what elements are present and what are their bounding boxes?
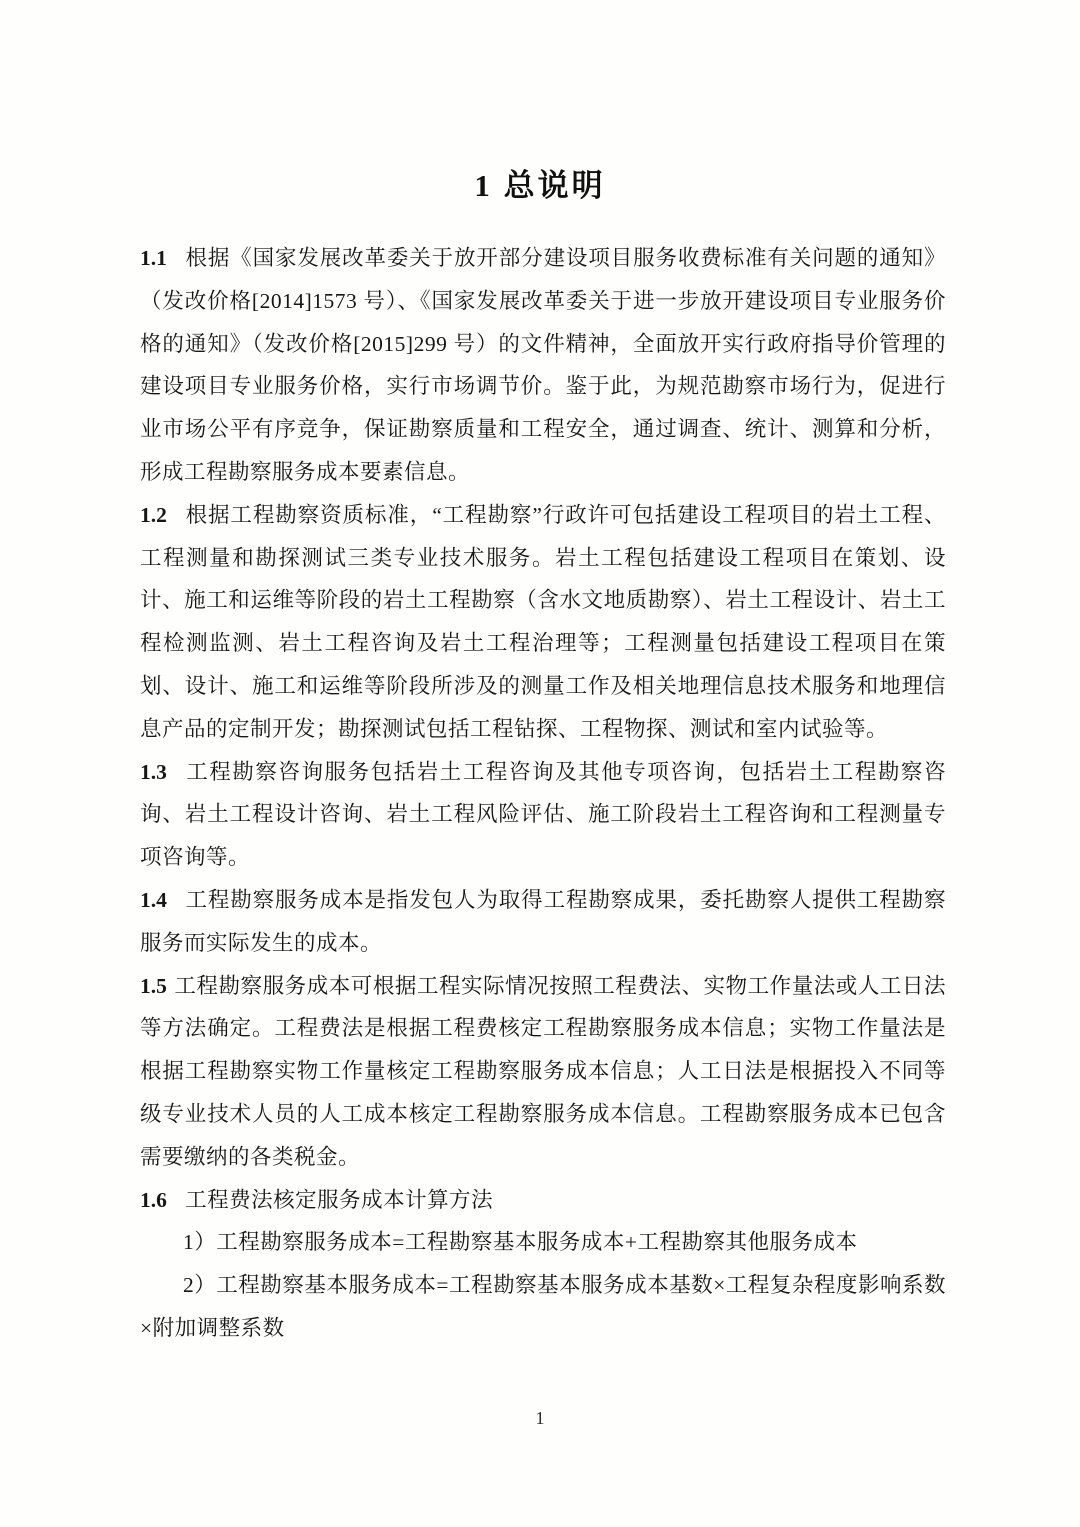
section-paragraph-1-5: [140, 965, 946, 1179]
section-number-1-4: 1.4: [140, 887, 167, 912]
section-paragraph-1-3: [140, 751, 946, 879]
section-text-1-1: 根据《国家发展改革委关于放开部分建设项目服务收费标准有关问题的通知》（发改价格[2014]1573 号）、《国家发展改革委关于进一步放开建设项目专业服务价格的通知》（发改价格[2015]299 号）的文件精神，全面放开实行政府指导价管理的建设项目专业服务价格，实行市场调节价。鉴于此，为规范勘察市场行为，促进行业市场公平有序竞争，保证勘察质量和工程安全，通过调查、统计、测算和分析，形成工程勘察服务成本要素信息。: [140, 246, 946, 484]
formula-text-2: 2）工程勘察基本服务成本=工程勘察基本服务成本基数×工程复杂程度影响系数×附加调整系数: [140, 1273, 946, 1340]
page-number: 1: [535, 1408, 545, 1428]
section-number-1-2: 1.2: [140, 502, 167, 527]
document-body: [140, 237, 946, 1350]
formula-item-2: [140, 1264, 946, 1350]
section-text-1-3: 工程勘察咨询服务包括岩土工程咨询及其他专项咨询，包括岩土工程勘察咨询、岩土工程设计咨询、岩土工程风险评估、施工阶段岩土工程咨询和工程测量专项咨询等。: [140, 759, 946, 870]
page-title: 1 总说明: [474, 168, 606, 203]
section-paragraph-1-4: [140, 879, 946, 965]
section-text-1-5: 工程勘察服务成本可根据工程实际情况按照工程费法、实物工作量法或人工日法等方法确定。工程费法是根据工程费核定工程勘察服务成本信息；实物工作量法是根据工程勘察实物工作量核定工程勘察服务成本信息；人工日法是根据投入不同等级专业技术人员的人工成本核定工程勘察服务成本信息。工程勘察服务成本已包含需要缴纳的各类税金。: [140, 973, 946, 1169]
section-text-1-6: 工程费法核定服务成本计算方法: [185, 1187, 494, 1212]
section-text-1-2: 根据工程勘察资质标准，“工程勘察”行政许可包括建设工程项目的岩土工程、工程测量和勘探测试三类专业技术服务。岩土工程包括建设工程项目在策划、设计、施工和运维等阶段的岩土工程勘察（含水文地质勘察）、岩土工程设计、岩土工程检测监测、岩土工程咨询及岩土工程治理等；工程测量包括建设工程项目在策划、设计、施工和运维等阶段所涉及的测量工作及相关地理信息技术服务和地理信息产品的定制开发；勘探测试包括工程钻探、工程物探、测试和室内试验等。: [140, 502, 946, 741]
section-paragraph-1-1: [140, 237, 946, 494]
formula-item-1: [140, 1221, 946, 1264]
section-number-1-1: 1.1: [140, 246, 167, 270]
section-paragraph-1-6: [140, 1179, 946, 1222]
section-text-1-4: 工程勘察服务成本是指发包人为取得工程勘察成果，委托勘察人提供工程勘察服务而实际发生的成本。: [140, 887, 946, 955]
section-number-1-3: 1.3: [140, 759, 167, 784]
section-number-1-5: 1.5: [140, 973, 167, 998]
formula-text-1: 1）工程勘察服务成本=工程勘察基本服务成本+工程勘察其他服务成本: [183, 1230, 858, 1255]
section-paragraph-1-2: [140, 494, 946, 751]
section-number-1-6: 1.6: [140, 1187, 167, 1212]
